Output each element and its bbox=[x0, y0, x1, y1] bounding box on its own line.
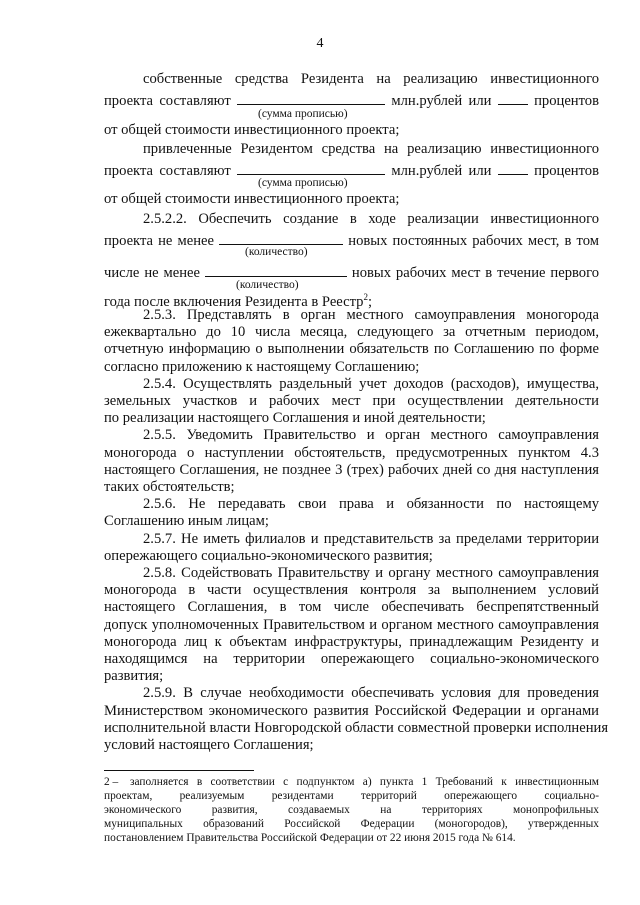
clause-2-5-6-line-1: 2.5.6. Не передавать свои права и обязанности по настоящему bbox=[143, 496, 599, 512]
footnote-line-3: экономического развития, создаваемых на территориях монопрофильных bbox=[104, 804, 599, 816]
clause-2-5-5-line-4: таких обстоятельств; bbox=[104, 479, 235, 495]
clause-2-5-5-line-2: моногорода о наступлении обстоятельств, предусмотренных пунктом 4.3 bbox=[104, 445, 599, 461]
clause-2-5-9-line-4: условий настоящего Соглашения; bbox=[104, 737, 314, 753]
clause-2-5-3-line-4: согласно приложению к настоящему Соглашению; bbox=[104, 359, 420, 375]
footnote-line-4: муниципальных образований Российской Федерации (моногородов), утвержденных bbox=[104, 818, 599, 830]
own-funds-line-3: от общей стоимости инвестиционного проекта; bbox=[104, 122, 400, 138]
footnote-line-5: постановлением Правительства Российской Федерации от 22 июня 2015 года № 614. bbox=[104, 832, 516, 844]
clause-2-5-4-line-3: по реализации настоящего Соглашения и иной деятельности; bbox=[104, 410, 486, 426]
clause-2-5-4-line-2: земельных участков и рабочих мест при осуществлении деятельности bbox=[104, 393, 599, 409]
raised-funds-line-1: привлеченные Резидентом средства на реализацию инвестиционного bbox=[143, 141, 599, 157]
own-funds-unit: млн.рублей или bbox=[391, 93, 492, 109]
raised-funds-hint: (сумма прописью) bbox=[258, 177, 348, 189]
clause-2-5-3-line-2: ежеквартально до 10 числа месяца, следующего за отчетным периодом, bbox=[104, 324, 599, 340]
own-funds-line-1: собственные средства Резидента на реализацию инвестиционного bbox=[143, 71, 599, 87]
clause-2-5-3-line-3: отчетную информацию о выполнении обязательств по Соглашению по форме bbox=[104, 341, 599, 357]
jobs-total-hint: (количество) bbox=[245, 246, 308, 258]
clause-2-5-7-line-2: опережающего социально-экономического развития; bbox=[104, 548, 433, 564]
own-funds-line-2 bbox=[104, 91, 599, 110]
page-number: 4 bbox=[316, 36, 324, 51]
clause-2-5-9-line-3: исполнительной власти Новгородской области совместной проверки исполнения bbox=[104, 720, 609, 736]
raised-funds-amount-blank[interactable] bbox=[237, 161, 385, 175]
raised-funds-percent-blank[interactable] bbox=[498, 161, 528, 175]
jobs-total-blank[interactable] bbox=[219, 231, 343, 245]
own-funds-hint: (сумма прописью) bbox=[258, 108, 348, 120]
raised-funds-percent-label: процентов bbox=[534, 163, 599, 179]
own-funds-label: проекта составляют bbox=[104, 93, 231, 109]
clause-2-5-5-line-1: 2.5.5. Уведомить Правительство и орган местного самоуправления bbox=[143, 427, 599, 443]
jobs-total-label: проекта не менее bbox=[104, 233, 215, 249]
clause-2-5-8-line-6: находящимся на территории опережающего социально-экономического bbox=[104, 651, 599, 667]
raised-funds-unit: млн.рублей или bbox=[391, 163, 492, 179]
jobs-line-3 bbox=[104, 263, 599, 282]
clause-2-5-7-line-1: 2.5.7. Не иметь филиалов и представительств за пределами территории bbox=[143, 531, 599, 547]
footnote-separator bbox=[104, 770, 254, 771]
own-funds-percent-label: процентов bbox=[534, 93, 599, 109]
jobs-first-year-label: числе не менее bbox=[104, 265, 201, 281]
clause-2-5-5-line-3: настоящего Соглашения, не позднее 3 (трех) рабочих дней со дня наступления bbox=[104, 462, 599, 478]
jobs-first-year-blank[interactable] bbox=[205, 263, 347, 277]
clause-2-5-8-line-2: моногорода в части осуществления контроля за выполнением условий bbox=[104, 582, 599, 598]
jobs-first-year-hint: (количество) bbox=[236, 279, 299, 291]
clause-2-5-8-line-5: моногорода лиц к объектам инфраструктуры, принадлежащим Резиденту и bbox=[104, 634, 599, 650]
clause-2-5-4-line-1: 2.5.4. Осуществлять раздельный учет доходов (расходов), имущества, bbox=[143, 376, 599, 392]
jobs-line-4-text: года после включения Резидента в Реестр bbox=[104, 294, 364, 310]
clause-2-5-9-line-1: 2.5.9. В случае необходимости обеспечивать условия для проведения bbox=[143, 685, 599, 701]
clause-2-5-9-line-2: Министерством экономического развития Российской Федерации и органами bbox=[104, 703, 599, 719]
footnote-mark: 2 – bbox=[104, 776, 119, 788]
raised-funds-label: проекта составляют bbox=[104, 163, 231, 179]
clause-2-5-6-line-2: Соглашению иным лицам; bbox=[104, 513, 269, 529]
footnote-line-1: заполняется в соответствии с подпунктом а) пункта 1 Требований к инвестиционным bbox=[130, 776, 599, 788]
own-funds-amount-blank[interactable] bbox=[237, 91, 385, 105]
jobs-line-1: 2.5.2.2. Обеспечить создание в ходе реализации инвестиционного bbox=[143, 211, 599, 227]
jobs-line-4-end: ; bbox=[367, 294, 373, 310]
footnote-ref[interactable]: 2 bbox=[363, 292, 368, 303]
clause-2-5-8-line-3: настоящего Соглашения, в том числе обеспечивать беспрепятственный bbox=[104, 599, 599, 615]
clause-2-5-8-line-7: развития; bbox=[104, 668, 164, 684]
jobs-first-year-text: новых рабочих мест в течение первого bbox=[351, 265, 600, 281]
raised-funds-line-3: от общей стоимости инвестиционного проекта; bbox=[104, 191, 400, 207]
own-funds-percent-blank[interactable] bbox=[498, 91, 528, 105]
footnote-line-2: проектам, реализуемым резидентами территорий опережающего социально- bbox=[104, 790, 599, 802]
jobs-total-text: новых постоянных рабочих мест, в том bbox=[348, 233, 599, 249]
clause-2-5-3-line-1: 2.5.3. Представлять в орган местного самоуправления моногорода bbox=[143, 307, 599, 323]
clause-2-5-8-line-4: допуск уполномоченных Правительством и органом местного самоуправления bbox=[104, 617, 599, 633]
jobs-line-2 bbox=[104, 231, 599, 250]
clause-2-5-8-line-1: 2.5.8. Содействовать Правительству и органу местного самоуправления bbox=[143, 565, 599, 581]
raised-funds-line-2 bbox=[104, 161, 599, 180]
